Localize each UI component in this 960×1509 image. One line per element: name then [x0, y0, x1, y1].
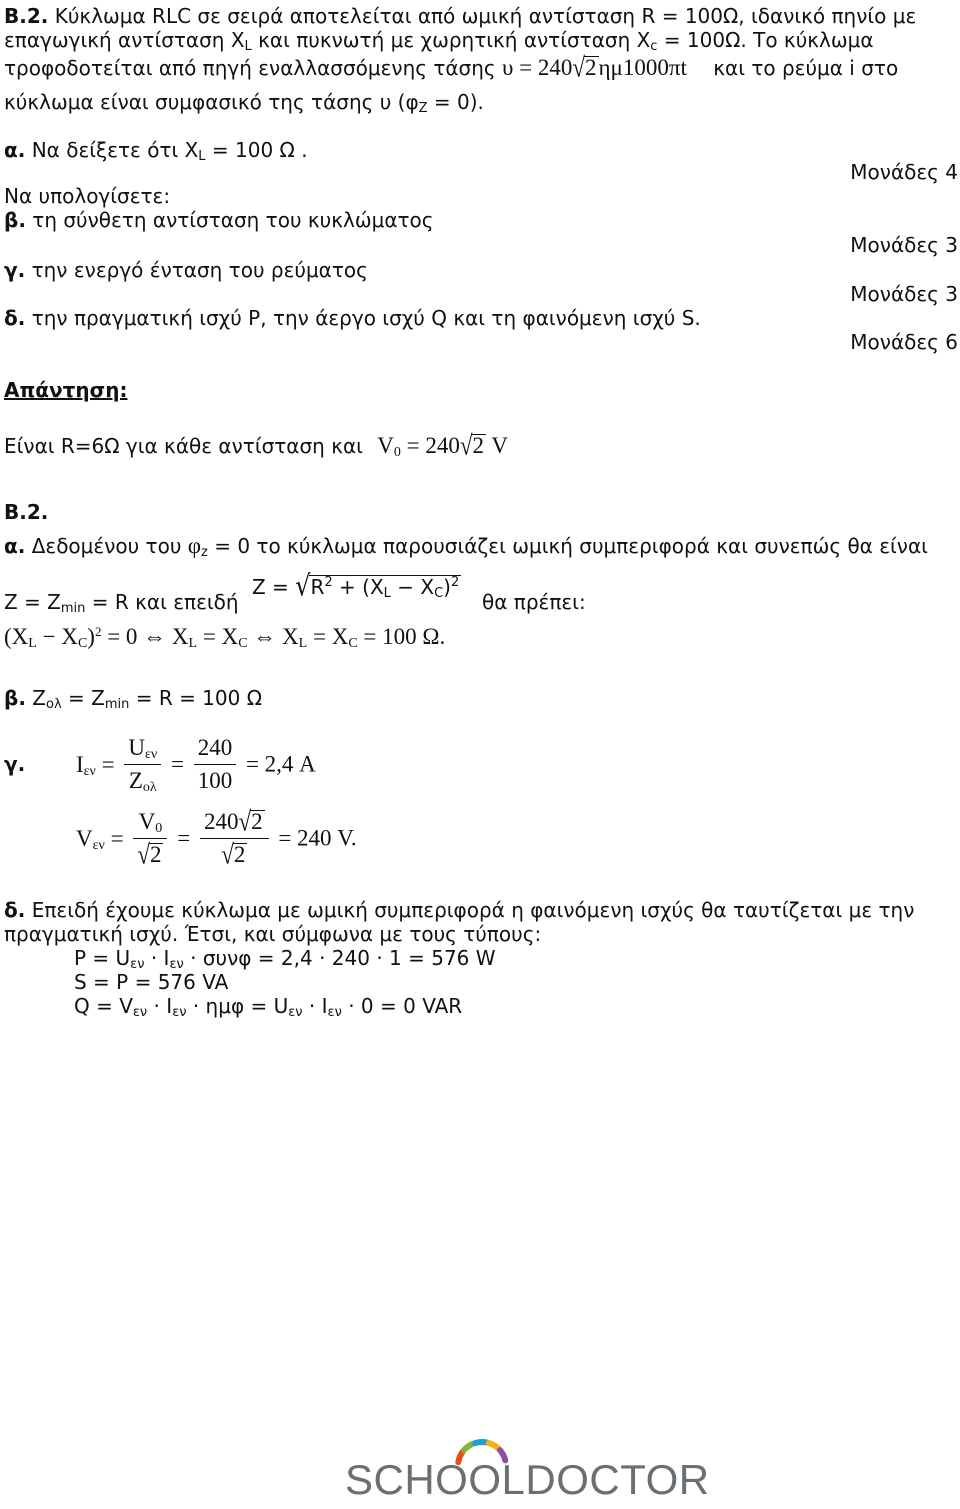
- problem-line-2: επαγωγική αντίσταση $X_L$ και πυκνωτή με χωρητική αντίσταση $X_c = 100\Omega$. Το κύκλωμα: [4, 28, 874, 54]
- question-d: δ. την πραγματική ισχύ P, την άεργο ισχύ Q και τη φαινόμενη ισχύ S.: [4, 306, 701, 330]
- answer-a-line-2: $Z = Z_{min} = R$ και επειδή: [4, 590, 239, 616]
- impedance-formula: $Z = √R^2 + (X_L - X_C)^2$: [252, 569, 460, 603]
- logo-arc-segment: [475, 1442, 486, 1443]
- question-c: γ. την ενεργό ένταση του ρεύματος: [4, 258, 368, 282]
- compute-label: Να υπολογίσετε:: [4, 184, 171, 208]
- marks-a: Μονάδες 4: [850, 160, 958, 184]
- answer-a-must: θα πρέπει:: [482, 590, 586, 614]
- answer-intro: Είναι R=6Ω για κάθε αντίσταση και $V_0 = 240√2$ V: [4, 430, 508, 461]
- problem-line-4: κύκλωμα είναι συμφασικό της τάσης υ $(\varphi_Z = 0)$.: [4, 90, 484, 116]
- answer-a-equation: $(X_L - X_C)^2 = 0$ ⇔ $X_L = X_C$ ⇔ $X_L = X_C = 100$ Ω.: [4, 624, 446, 651]
- voltage-rms-equation: $V_{\varepsilon\nu}$ = $\frac{V_0}{√2}$ = $\frac{240√2}{√2}$ = 240 V.: [76, 806, 357, 870]
- marks-d: Μονάδες 6: [850, 330, 958, 354]
- current-equation: $I_{\varepsilon\nu}$ = $\frac{U_{\varepsilon\nu}}{Z_{o\lambda}}$ = $\frac{240}{100}$ = 2,4 A: [76, 732, 316, 797]
- problem-line-1: [4, 4, 916, 28]
- power-s: S = P = 576 VA: [74, 970, 229, 994]
- power-q: $Q = V_{\varepsilon\nu} \cdot I_{\varepsilon\nu} \cdot \eta\mu\varphi = U_{\varepsilon\nu} \cdot I_{\varepsilon\nu} \cdot 0 = 0$ VAR: [74, 994, 463, 1020]
- problem-number: Β.2.: [4, 4, 49, 28]
- power-p: $P = U_{\varepsilon\nu} \cdot I_{\varepsilon\nu} \cdot \sigma\upsilon\nu\varphi = 2,4 \cdot 240 \cdot 1 = 576$ W: [74, 946, 496, 972]
- problem-line-3: τροφοδοτείται από πηγή εναλλασσόμενης τάσης υ = 240√2ημ1000πt και το ρεύμα i στο: [4, 52, 899, 83]
- problem-intro-line-1: Κύκλωμα RLC σε σειρά αποτελείται από ωμική αντίσταση R = 100Ω, ιδανικό πηνίο με: [54, 4, 917, 28]
- marks-b: Μονάδες 3: [850, 233, 958, 257]
- answer-d-line-1: δ. Επειδή έχουμε κύκλωμα με ωμική συμπεριφορά η φαινόμενη ισχύς θα ταυτίζεται με την: [4, 898, 915, 922]
- logo-arc-segment: [489, 1443, 499, 1449]
- answer-section: Β.2.: [4, 500, 49, 524]
- marks-c: Μονάδες 3: [850, 282, 958, 306]
- logo-text: SCHOOLDOCTOR: [345, 1456, 710, 1503]
- question-a: α. Να δείξετε ότι $X_L = 100$ Ω .: [4, 138, 308, 164]
- answer-heading: Απάντηση:: [4, 378, 128, 402]
- v0-expression: $V_0 = 240√2$ V: [377, 430, 508, 461]
- voltage-expression: υ = 240√2ημ1000πt: [502, 52, 687, 83]
- answer-a-line-1: α. Δεδομένου του $\varphi_z = 0$ το κύκλωμα παρουσιάζει ωμική συμπεριφορά και συνεπώς θα είναι: [4, 533, 928, 560]
- answer-c-label: γ.: [4, 752, 26, 776]
- question-b: β. τη σύνθετη αντίσταση του κυκλώματος: [4, 208, 434, 232]
- logo-arc-segment: [464, 1444, 473, 1451]
- answer-b: β. $Z_{o\lambda} = Z_{min} = R = 100$ Ω: [4, 686, 262, 712]
- answer-d-line-2: πραγματική ισχύ. Έτσι, και σύμφωνα με τους τύπους:: [4, 922, 542, 946]
